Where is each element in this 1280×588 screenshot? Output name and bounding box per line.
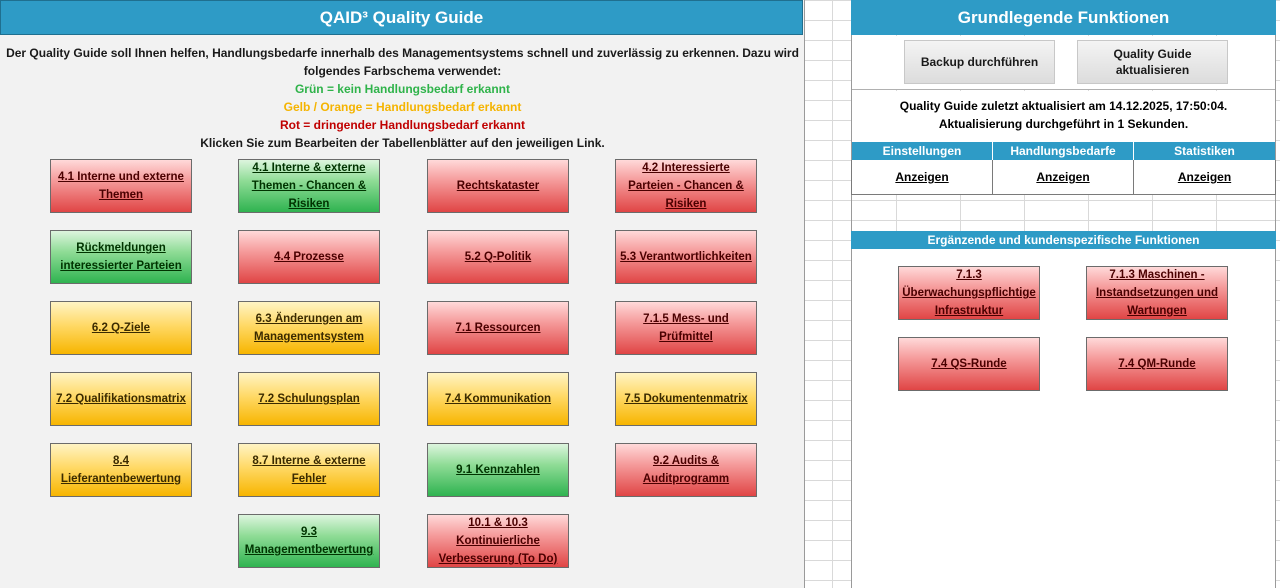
tile-rueckmeldungen[interactable]: Rückmeldungen interessierter Parteien (50, 230, 192, 284)
tile-10-kontinuierliche-verbesserung[interactable]: 10.1 & 10.3 Kontinuierliche Verbesserung (To Do) (427, 514, 569, 568)
tile-9-2-audits[interactable]: 9.2 Audits & Auditprogramm (615, 443, 757, 497)
tile-7-1-5-pruefmittel[interactable]: 7.1.5 Mess- und Prüfmittel (615, 301, 757, 355)
link-handlungsbedarfe-anzeigen[interactable]: Anzeigen (992, 160, 1134, 195)
tile-rechtskataster[interactable]: Rechtskataster (427, 159, 569, 213)
update-info-line-2: Aktualisierung durchgeführt in 1 Sekunden. (938, 117, 1189, 131)
update-info-line-1: Quality Guide zuletzt aktualisiert am 14.12.2025, 17:50:04. (899, 99, 1228, 113)
quality-guide-title: QAID³ Quality Guide (0, 0, 803, 35)
tile-4-1-themen[interactable]: 4.1 Interne und externe Themen (50, 159, 192, 213)
backup-button[interactable]: Backup durchführen (904, 40, 1055, 84)
update-info (852, 91, 1275, 142)
intro-text (0, 44, 805, 152)
tile-7-1-3-maschinen[interactable]: 7.1.3 Maschinen - Instandsetzungen und Wartungen (1086, 266, 1228, 320)
legend-orange: Gelb / Orange = Handlungsbedarf erkannt (283, 100, 522, 114)
tile-8-7-fehler[interactable]: 8.7 Interne & externe Fehler (238, 443, 380, 497)
tile-4-4-prozesse[interactable]: 4.4 Prozesse (238, 230, 380, 284)
link-einstellungen-anzeigen[interactable]: Anzeigen (851, 160, 993, 195)
instruction-text: Klicken Sie zum Bearbeiten der Tabellenblätter auf den jeweiligen Link. (200, 136, 605, 150)
link-statistiken-anzeigen[interactable]: Anzeigen (1133, 160, 1276, 195)
tile-7-4-qs-runde[interactable]: 7.4 QS-Runde (898, 337, 1040, 391)
intro-line-1: Der Quality Guide soll Ihnen helfen, Handlungsbedarfe innerhalb des Managementsystems schnell und zuverlässig zu erkennen. Dazu wird (6, 46, 799, 60)
header-statistiken: Statistiken (1134, 142, 1275, 160)
tile-8-4-lieferantenbewertung[interactable]: 8.4 Lieferantenbewertung (50, 443, 192, 497)
tile-7-4-kommunikation[interactable]: 7.4 Kommunikation (427, 372, 569, 426)
tile-4-1-chancen-risiken[interactable]: 4.1 Interne & externe Themen - Chancen & Risiken (238, 159, 380, 213)
tile-7-1-ressourcen[interactable]: 7.1 Ressourcen (427, 301, 569, 355)
tile-6-2-q-ziele[interactable]: 6.2 Q-Ziele (50, 301, 192, 355)
functions-title: Grundlegende Funktionen (851, 0, 1276, 35)
tile-5-3-verantwortlichkeiten[interactable]: 5.3 Verantwortlichkeiten (615, 230, 757, 284)
tile-9-3-managementbewertung[interactable]: 9.3 Managementbewertung (238, 514, 380, 568)
tile-7-2-schulungsplan[interactable]: 7.2 Schulungsplan (238, 372, 380, 426)
tile-7-1-3-infrastruktur[interactable]: 7.1.3 Überwachungspflichtige Infrastruktur (898, 266, 1040, 320)
tile-7-4-qm-runde[interactable]: 7.4 QM-Runde (1086, 337, 1228, 391)
tile-5-2-q-politik[interactable]: 5.2 Q-Politik (427, 230, 569, 284)
extra-functions-title: Ergänzende und kundenspezifische Funktionen (851, 231, 1276, 249)
header-einstellungen: Einstellungen (852, 142, 993, 160)
intro-line-2: folgendes Farbschema verwendet: (303, 64, 502, 78)
legend-red: Rot = dringender Handlungsbedarf erkannt (279, 118, 526, 132)
tile-6-3-aenderungen[interactable]: 6.3 Änderungen am Managementsystem (238, 301, 380, 355)
header-handlungsbedarfe: Handlungsbedarfe (993, 142, 1134, 160)
legend-green: Grün = kein Handlungsbedarf erkannt (294, 82, 511, 96)
tile-4-2-parteien[interactable]: 4.2 Interessierte Parteien - Chancen & Risiken (615, 159, 757, 213)
tile-9-1-kennzahlen[interactable]: 9.1 Kennzahlen (427, 443, 569, 497)
update-button[interactable]: Quality Guide aktualisieren (1077, 40, 1228, 84)
tile-7-2-qualifikationsmatrix[interactable]: 7.2 Qualifikationsmatrix (50, 372, 192, 426)
tile-7-5-dokumentenmatrix[interactable]: 7.5 Dokumentenmatrix (615, 372, 757, 426)
